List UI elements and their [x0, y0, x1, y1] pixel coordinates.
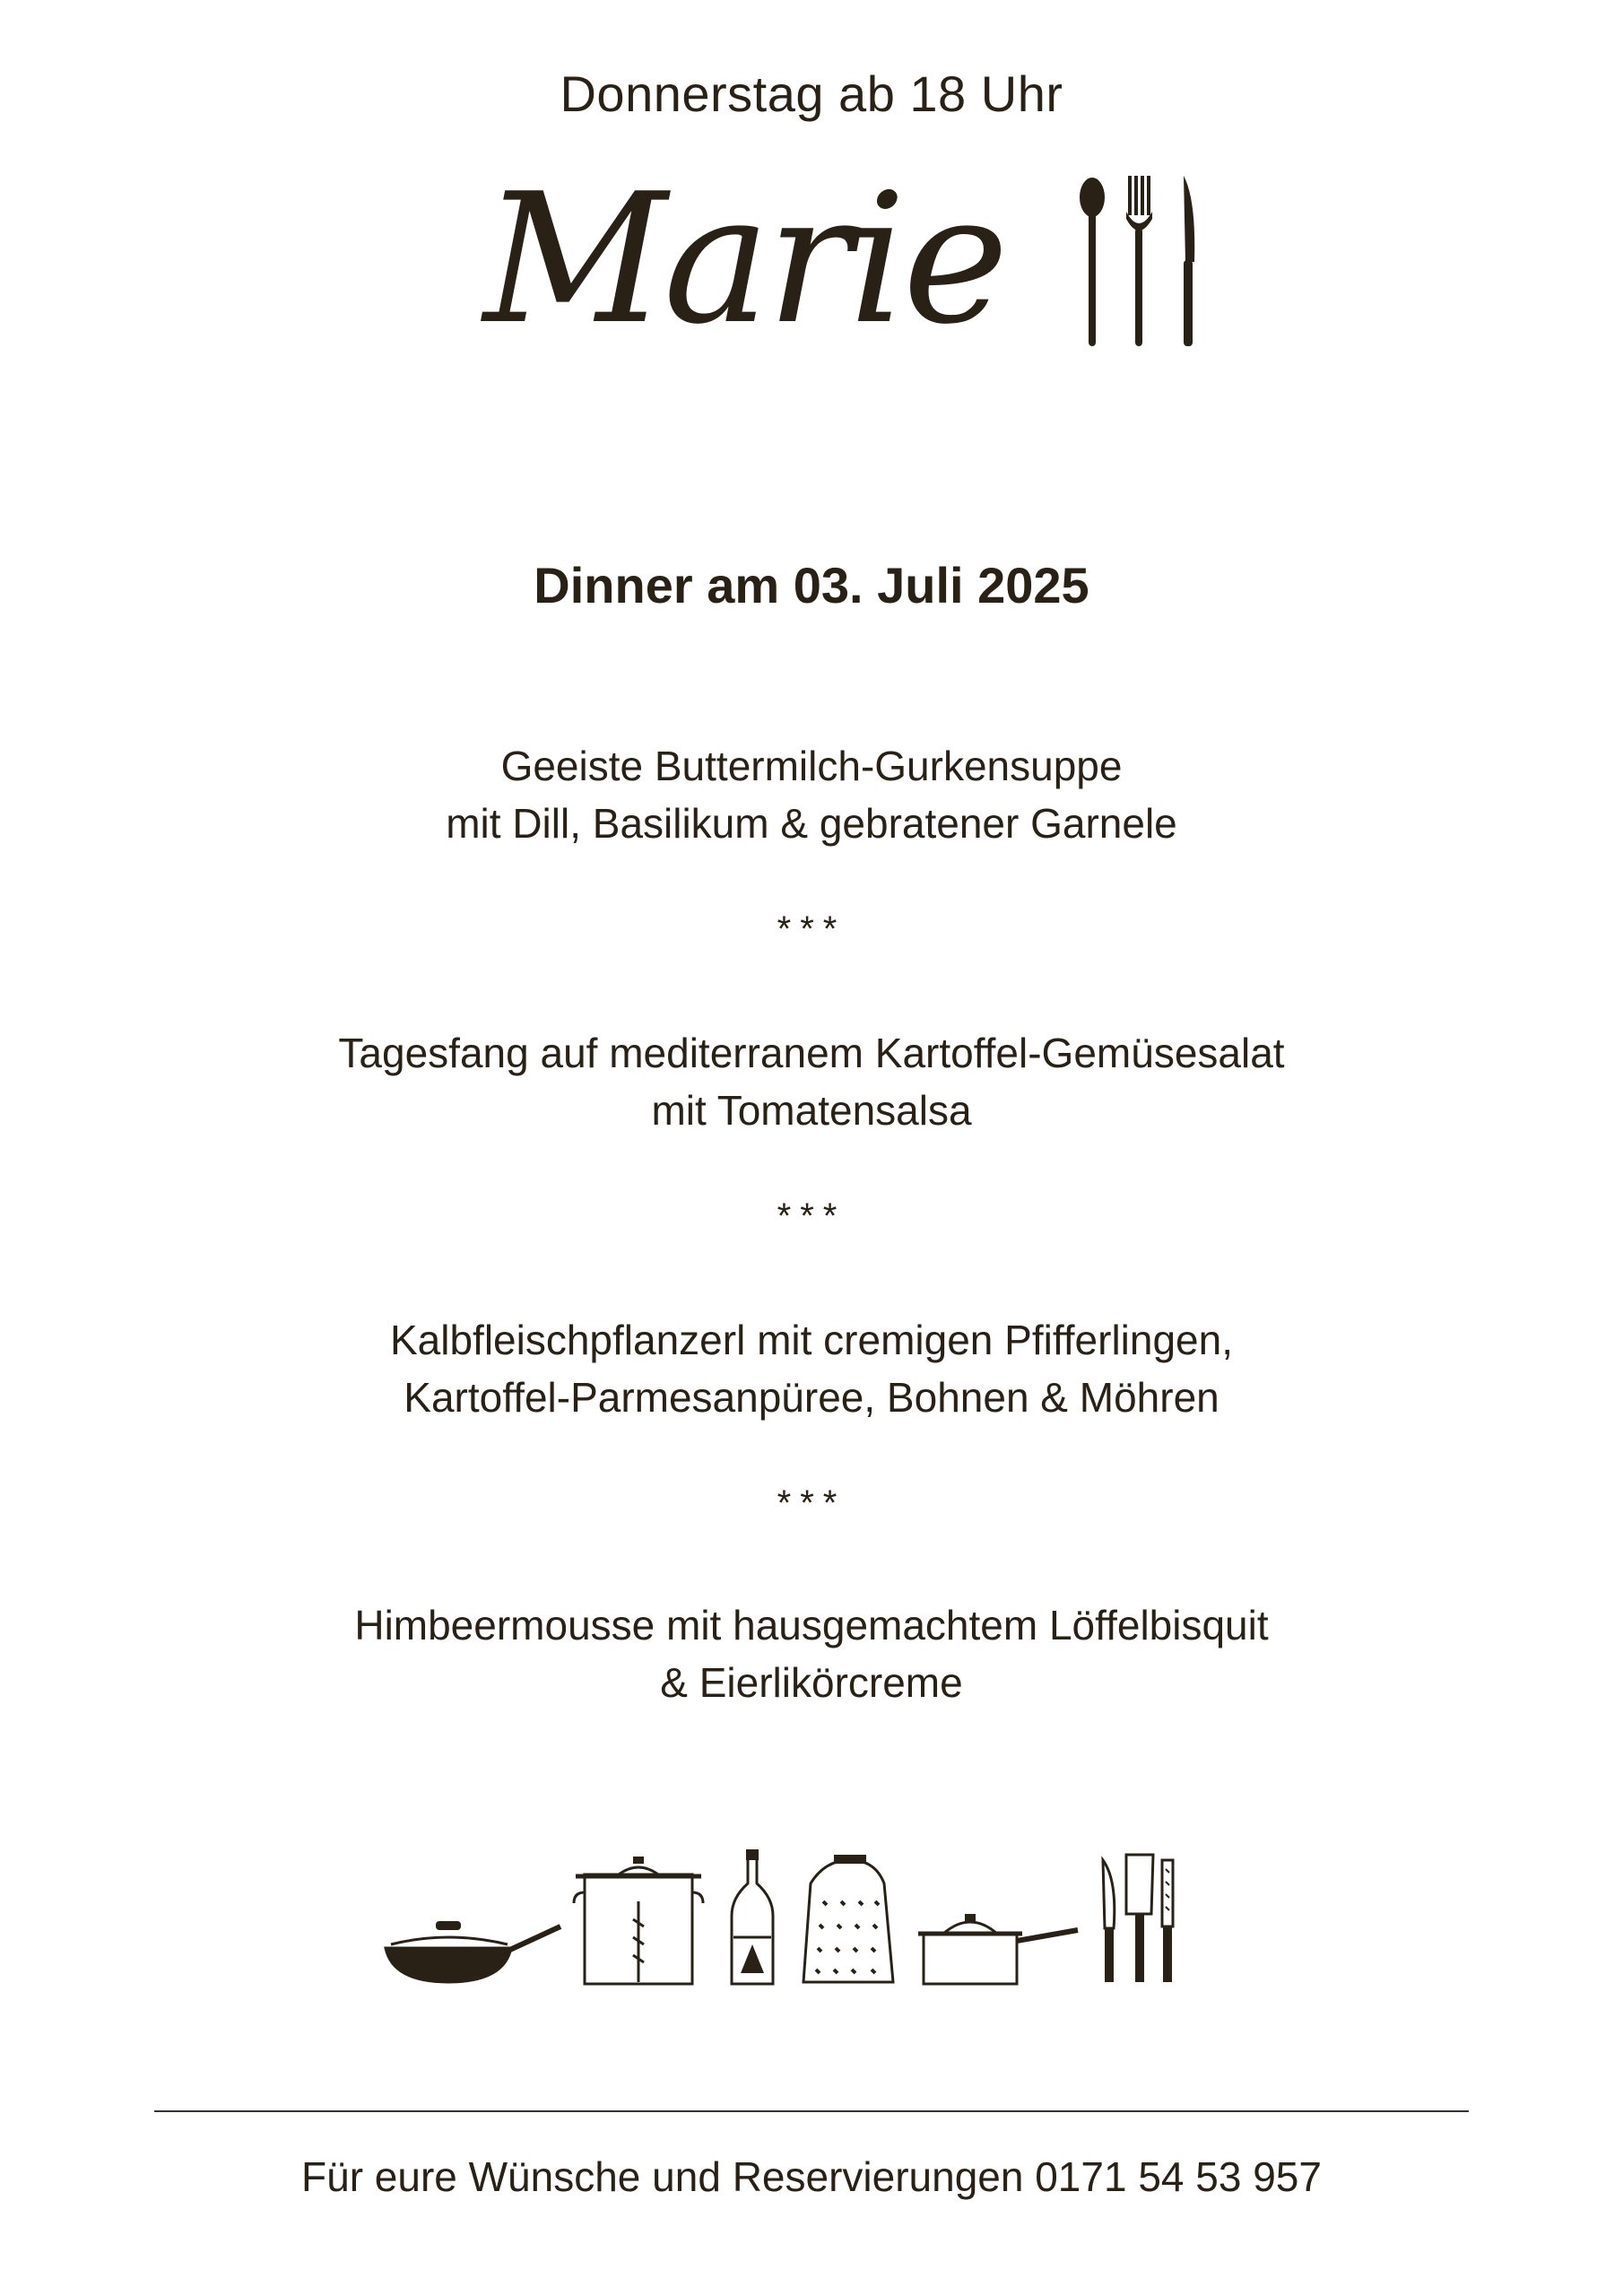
course-2-line-2: mit Tomatensalsa — [651, 1087, 972, 1134]
footer-divider — [154, 2110, 1469, 2112]
restaurant-name: Marie — [483, 155, 1005, 364]
brand-logo — [0, 152, 1623, 386]
course-separator: *** — [777, 1483, 846, 1523]
course-1-line-1: Geeiste Buttermilch-Gurkensuppe — [500, 743, 1123, 789]
course-4-line-2: & Eierlikörcreme — [660, 1659, 963, 1706]
course-separator: *** — [777, 909, 846, 949]
course-3 — [0, 1311, 1623, 1426]
day-time-heading: Donnerstag ab 18 Uhr — [560, 65, 1063, 122]
stock-pot-icon — [574, 1857, 703, 1984]
course-3-line-1: Kalbfleischpflanzerl mit cremigen Pfifferlingen, — [389, 1317, 1234, 1363]
course-2-line-1: Tagesfang auf mediterranem Kartoffel-Gemüsesalat — [338, 1030, 1285, 1076]
course-2 — [0, 1024, 1623, 1139]
frying-pan-icon — [386, 1921, 560, 1982]
course-4-line-1: Himbeermousse mit hausgemachtem Löffelbisquit — [354, 1602, 1269, 1648]
grater-icon — [803, 1855, 893, 1982]
oil-bottle-icon — [732, 1849, 773, 1984]
cutlery-icon — [1065, 172, 1218, 352]
reservation-contact: Für eure Wünsche und Reservierungen 0171 54 53 957 — [301, 2153, 1322, 2200]
course-separator: *** — [777, 1196, 846, 1236]
course-1-line-2: mit Dill, Basilikum & gebratener Garnele — [446, 800, 1177, 847]
menu-title: Dinner am 03. Juli 2025 — [534, 557, 1089, 613]
course-3-line-2: Kartoffel-Parmesanpüree, Bohnen & Möhren — [404, 1374, 1219, 1421]
course-4 — [0, 1596, 1623, 1711]
saucepan-icon — [918, 1914, 1078, 1984]
knives-icon — [1103, 1855, 1173, 1982]
course-1 — [0, 737, 1623, 852]
kitchen-utensils-illustration — [377, 1848, 1184, 1991]
